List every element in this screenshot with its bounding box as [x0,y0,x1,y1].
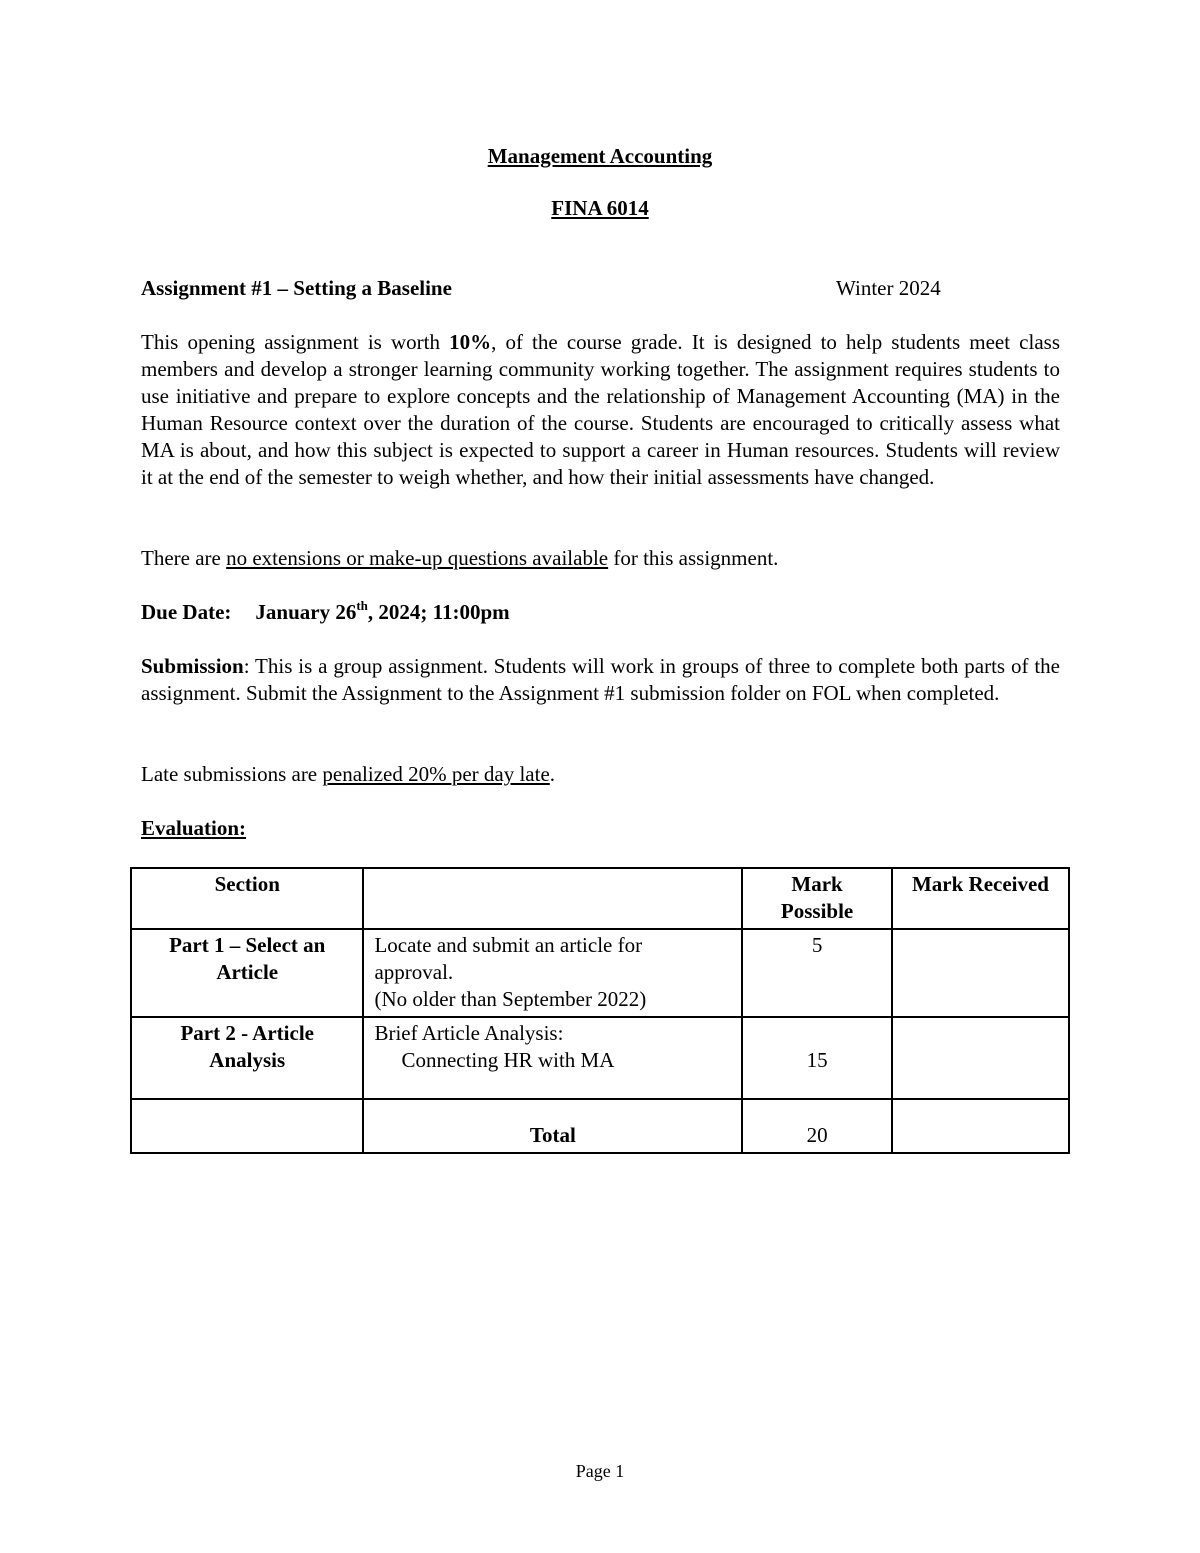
extensions-underlined: no extensions or make-up questions available [226,546,609,570]
due-date-line [141,599,1060,626]
course-name: Management Accounting [487,144,713,168]
total-label-cell [363,1099,742,1153]
due-label: Due Date: [141,600,232,624]
evaluation-heading: Evaluation: [141,816,247,840]
table-header-row [131,868,1069,929]
row1-section-text: Part 1 – Select an Article [169,933,326,984]
row2-section [131,1017,363,1099]
late-post: . [549,762,556,786]
intro-text-1: This opening assignment is worth [141,330,450,354]
row2-mark-text: 15 [806,1048,828,1072]
row2-mark [742,1017,892,1099]
row2-desc-line2: Connecting HR with MA [401,1048,615,1072]
evaluation-table [130,867,1070,1154]
row1-mark: 5 [742,929,892,1017]
header-mark-possible [742,868,892,929]
total-mark: 20 [806,1123,828,1147]
page-number: Page 1 [575,1461,625,1481]
table-row [131,929,1069,1017]
row1-description [363,929,742,1017]
header-mark-received: Mark Received [892,868,1069,929]
submission-paragraph [141,653,1060,707]
table-row [131,1017,1069,1099]
extensions-pre: There are [141,546,227,570]
total-row [131,1099,1069,1153]
due-date-post: , 2024; 11:00pm [367,600,510,624]
submission-label: Submission [141,654,244,678]
total-received-cell [892,1099,1069,1153]
intro-text-2: , of the course grade. It is designed to help students meet class members and develop a stronger learning community working together. The assignment requires students to use initiative and prepare to explore concepts and the relationship of Management Accounting (MA) in the Human Resource context over the duration of the course. Students are encouraged to critically assess what MA is about, and how this subject is expected to support a career in Human resources. Students will review it at the end of the semester to weigh whether, and how their initial assessments have changed. [141,330,1061,489]
assignment-header-row [141,276,1060,301]
late-policy-paragraph [141,761,1060,788]
row2-section-text: Part 2 - Article Analysis [180,1021,314,1072]
late-pre: Late submissions are [141,762,323,786]
intro-paragraph [141,329,1060,491]
extensions-paragraph [141,545,1060,572]
term-label: Winter 2024 [836,276,941,300]
row1-desc-line1: Locate and submit an article for approval. [374,933,643,984]
row1-received [892,929,1069,1017]
submission-text: : This is a group assignment. Students will work in groups of three to complete both parts of the assignment. Submit the Assignment to the Assignment #1 submission folder on FOL when completed. [141,654,1060,705]
header-mark-possible-text: Mark Possible [780,872,854,923]
late-underlined: penalized 20% per day late [322,762,550,786]
total-mark-cell [742,1099,892,1153]
header-description [363,868,742,929]
assignment-title: Assignment #1 – Setting a Baseline [141,276,452,300]
row1-desc-line2: (No older than September 2022) [374,987,647,1011]
due-date-pre: January 26 [255,600,357,624]
row2-received [892,1017,1069,1099]
row1-section [131,929,363,1017]
total-label: Total [529,1123,576,1147]
due-date-sup: th [356,598,368,613]
total-section-cell [131,1099,363,1153]
row2-description [363,1017,742,1099]
course-code: FINA 6014 [551,196,649,220]
header-section: Section [131,868,363,929]
intro-weight: 10% [449,330,492,354]
row2-desc-line1: Brief Article Analysis: [374,1021,564,1045]
extensions-post: for this assignment. [608,546,779,570]
